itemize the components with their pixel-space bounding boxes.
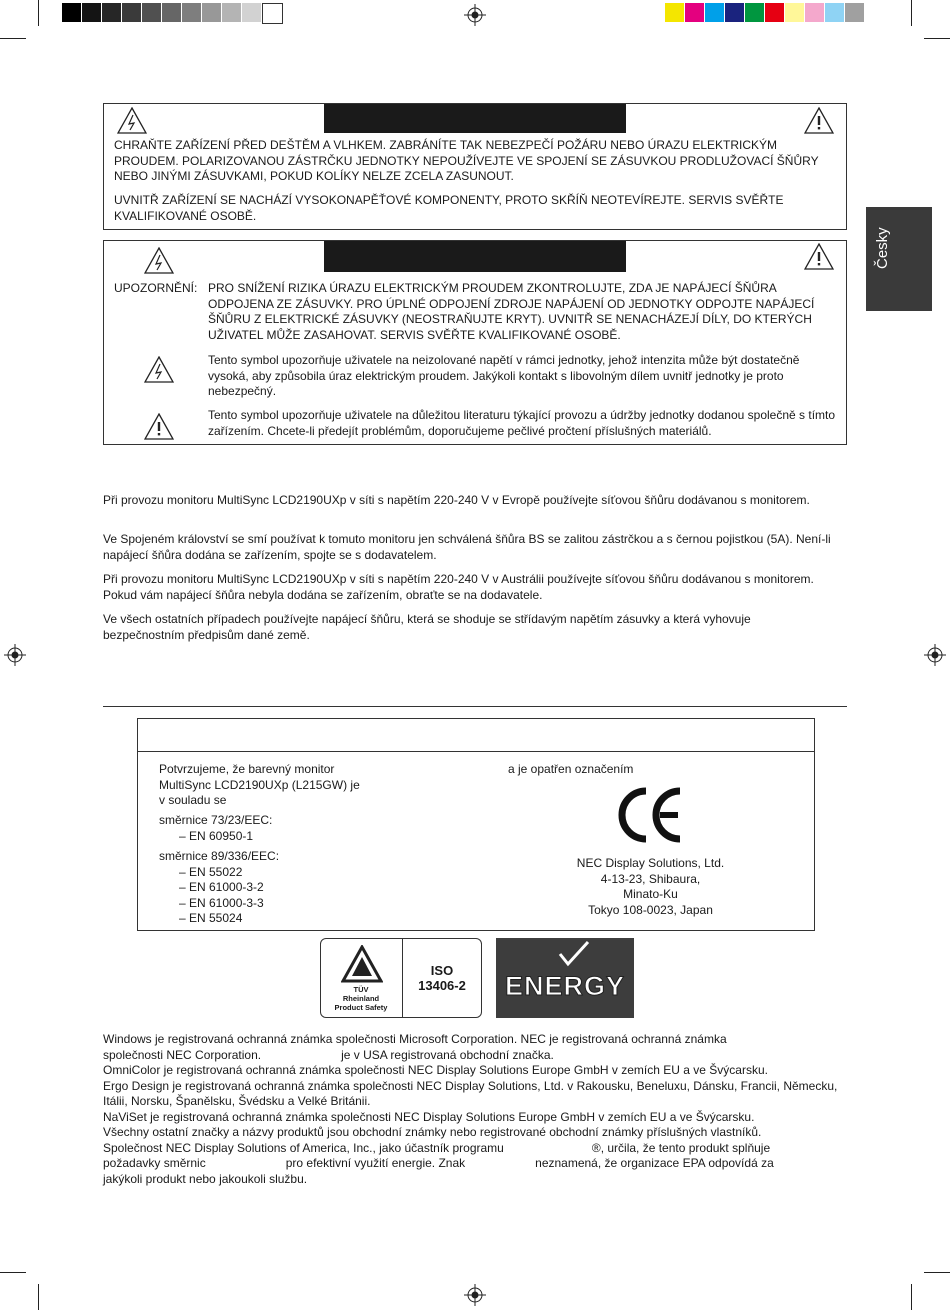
color-swatch — [705, 3, 724, 22]
language-tab-label: Česky — [874, 227, 891, 269]
exclamation-symbol-icon — [144, 413, 174, 440]
color-swatch — [222, 3, 241, 22]
checkmark-star-icon — [554, 940, 594, 970]
address-line: 4-13-23, Shibaura, — [600, 871, 701, 886]
directive-73-23: směrnice 73/23/EEC: – EN 60950-1 — [159, 813, 459, 844]
warning-box — [103, 103, 847, 230]
address-line: Tokyo 108-0023, Japan — [588, 902, 713, 917]
color-swatch — [665, 3, 684, 22]
color-swatch — [142, 3, 161, 22]
standard-item: – EN 61000-3-3 — [179, 895, 264, 910]
standard-item: – EN 55024 — [179, 911, 243, 925]
section-divider — [103, 706, 847, 707]
lightning-warning-icon — [144, 247, 174, 274]
lightning-warning-icon — [117, 107, 147, 134]
color-swatch — [785, 3, 804, 22]
power-cord-paragraph: Ve Spojeném království se smí používat k tomuto monitoru jen schválená šňůra BS se zalitou zástrčkou a s černou pojistkou (5A). Není-li napájecí šňůra dodána se zařízením, spojte se s dodavatelem. — [103, 532, 831, 562]
power-cord-paragraph: Ve všech ostatních případech používejte napájecí šňůru, která se shoduje se střídavým napětím zásuvky a která vyhovuje bezpečnostním předpisům dané země. — [103, 612, 751, 642]
declaration-box — [137, 718, 815, 931]
registration-mark-icon — [4, 644, 26, 666]
iso-label: ISO 13406-2 — [418, 963, 466, 993]
tuv-triangle-icon — [341, 945, 383, 983]
caution-text: PRO SNÍŽENÍ RIZIKA ÚRAZU ELEKTRICKÝM PROUDEM ZKONTROLUJTE, ZDA JE NAPÁJECÍ ŠŇŮRA ODPOJENA ZE ZÁSUVKY. PRO ÚPLNÉ ODPOJENÍ ZDROJE NAPÁJENÍ OD JEDNOTKY ODPOJTE NAPÁJECÍ ŠŇŮRU Z ELEKTRICKÉ ZÁSUVKY (NEOSTRAŇUJTE KRYT). UVNITŘ SE NENACHÁZEJÍ DÍLY, DO KTERÝCH UŽIVATEL MŮŽE ZASAHOVAT. SERVIS SVĚŘTE KVALIFIKOVANÉ OSOBĚ. — [208, 281, 815, 342]
caution-label: UPOZORNĚNÍ: — [114, 281, 198, 295]
color-swatch — [765, 3, 784, 22]
color-swatch — [825, 3, 844, 22]
color-swatch — [82, 3, 101, 22]
standard-item: – EN 61000-3-2 — [179, 880, 264, 894]
color-swatch — [242, 3, 261, 22]
marking-text: a je opatřen označením — [508, 762, 634, 776]
trademarks-block: Windows je registrovaná ochranná známka společnosti Microsoft Corporation. NEC je registrovaná ochranná známka společnosti NEC Corporation. je v USA registrovaná obchodní značka. OmniColor je registrovaná ochranná známka společnosti NEC Display Solutions Europe GmbH v zemích EU a ve Švýcarsku. Ergo Design je registrovaná ochranná známka společnosti NEC Display Solutions, Ltd. v Rakousku, Beneluxu, Dánsku, Francii, Německu, Itálii, Norsku, Španělsku, Švédsku a Velké Británii. NaViSet je registrovaná ochranná známka společnosti NEC Display Solutions Europe GmbH v zemích EU a ve Švýcarsku. Všechny ostatní značky a názvy produktů jsou obchodní známky nebo registrované obchodní známky příslušných vlastníků. Společnost NEC Display Solutions of America, Inc., jako účastník programu ®, určila, že tento produkt splňuje požadavky směrnic pro efektivní využití energie. Znak neznamená, že organizace EPA odpovídá za jakýkoli produkt nebo jakoukoli službu. — [103, 1032, 838, 1186]
power-cord-paragraph: Při provozu monitoru MultiSync LCD2190UXp v síti s napětím 220-240 V v Austrálii používejte síťovou šňůru dodávanou s monitorem. Pokud vám napájecí šňůra nebyla dodána se zařízením, obraťte se na dodavatele. — [103, 572, 814, 602]
standard-item: – EN 60950-1 — [179, 828, 254, 843]
energy-wordmark: ENERGY — [504, 971, 626, 1001]
exclamation-warning-icon — [804, 107, 834, 134]
lightning-symbol-icon — [144, 356, 174, 383]
address-line: Minato-Ku — [623, 887, 678, 901]
registration-mark-icon — [464, 4, 486, 26]
color-swatch — [202, 3, 221, 22]
caution-box — [103, 240, 847, 445]
color-swatch — [62, 3, 81, 22]
standard-item: – EN 55022 — [179, 864, 243, 879]
color-swatch — [122, 3, 141, 22]
warning-title-banner — [324, 104, 626, 133]
declaration-header-line — [138, 751, 814, 752]
warning-paragraph: UVNITŘ ZAŘÍZENÍ SE NACHÁZÍ VYSOKONAPĚŤOVÉ KOMPONENTY, PROTO SKŘÍŇ NEOTEVÍREJTE. SERVIS SVĚŘTE KVALIFIKOVANÉ OSOBĚ. — [114, 193, 784, 223]
caution-title-banner — [324, 241, 626, 272]
color-swatch — [182, 3, 201, 22]
language-tab — [866, 207, 932, 311]
power-cord-paragraph: Při provozu monitoru MultiSync LCD2190UXp v síti s napětím 220-240 V v Evropě používejte síťovou šňůru dodávanou s monitorem. — [103, 493, 810, 507]
declaration-intro: Potvrzujeme, že barevný monitor MultiSync LCD2190UXp (L215GW) je v souladu se — [159, 762, 360, 807]
tuv-iso-logo — [320, 938, 482, 1018]
symbol-explanation: Tento symbol upozorňuje uživatele na neizolované napětí v rámci jednotky, jehož intenzita může být dostatečně vysoká, aby způsobila úraz elektrickým proudem. Jakýkoli kontakt s libovolným dílem uvnitř jednotky je proto nebezpečný. — [208, 353, 800, 398]
color-swatch — [745, 3, 764, 22]
ce-mark-icon — [616, 785, 686, 845]
address-line: NEC Display Solutions, Ltd. — [576, 856, 725, 870]
warning-paragraph: CHRAŇTE ZAŘÍZENÍ PŘED DEŠTĚM A VLHKEM. ZABRÁNÍTE TAK NEBEZPEČÍ POŽÁRU NEBO ÚRAZU ELEKTRICKÝM PROUDEM. POLARIZOVANOU ZÁSTRČKU JEDNOTKY NEPOUŽÍVEJTE VE SPOJENÍ SE ZÁSUVKOU PRODLUŽOVACÍ ŠŇŮRY NEBO JINÝMI ZÁSUVKAMI, POKUD KOLÍKY NELZE ZCELA ZASUNOUT. — [114, 138, 819, 183]
color-swatch — [845, 3, 864, 22]
symbol-explanation: Tento symbol upozorňuje uživatele na důležitou literaturu týkající provozu a údržby jednotky dodanou společně s tímto zařízením. Chcete-li předejít problémům, doporučujeme pečlivé pročtení příslušných materiálů. — [208, 408, 836, 438]
tuv-label: TÜV Rheinland Product Safety — [334, 985, 388, 1012]
energy-star-logo — [496, 938, 634, 1018]
exclamation-warning-icon — [804, 243, 834, 270]
registration-mark-icon — [464, 1284, 486, 1306]
color-swatch — [262, 3, 283, 24]
color-swatch — [162, 3, 181, 22]
color-swatch — [102, 3, 121, 22]
color-swatch — [725, 3, 744, 22]
registration-mark-icon — [924, 644, 946, 666]
directive-89-336: směrnice 89/336/EEC: – EN 55022 – EN 61000-3-2 – EN 61000-3-3 – EN 55024 — [159, 849, 459, 927]
color-swatch — [805, 3, 824, 22]
color-swatch — [685, 3, 704, 22]
manufacturer-address — [538, 856, 763, 918]
